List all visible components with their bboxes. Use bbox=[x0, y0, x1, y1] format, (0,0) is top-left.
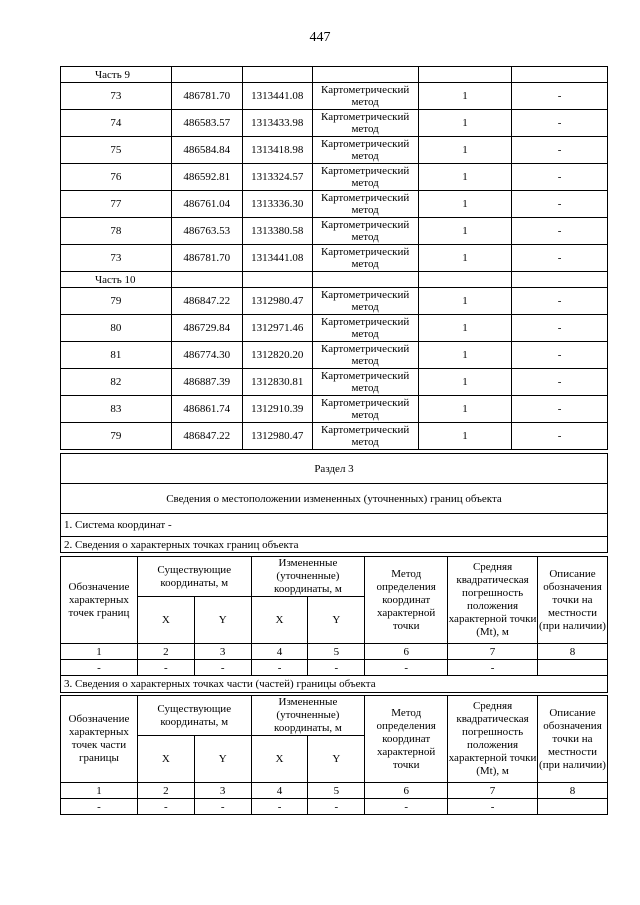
header-x: X bbox=[137, 736, 194, 783]
column-number-row-cell: 6 bbox=[365, 783, 448, 799]
method: Картометрический метод bbox=[312, 315, 418, 342]
empty-cell bbox=[418, 272, 512, 288]
empty-cell bbox=[512, 67, 608, 83]
point-number: 77 bbox=[61, 191, 172, 218]
part-label: Часть 10 bbox=[61, 272, 172, 288]
accuracy: 1 bbox=[418, 191, 512, 218]
header-x: X bbox=[137, 597, 194, 644]
empty-data-row-cell: - bbox=[194, 660, 251, 676]
coord-y: 1312980.47 bbox=[242, 423, 312, 450]
coord-x: 486781.70 bbox=[171, 83, 242, 110]
empty-data-row-cell: - bbox=[251, 660, 308, 676]
header-y: Y bbox=[308, 736, 365, 783]
coord-x: 486861.74 bbox=[171, 396, 242, 423]
method: Картометрический метод bbox=[312, 288, 418, 315]
table-row bbox=[61, 110, 608, 137]
column-number-row-cell: 5 bbox=[308, 783, 365, 799]
empty-data-row-cell: - bbox=[308, 660, 365, 676]
accuracy: 1 bbox=[418, 342, 512, 369]
description: - bbox=[512, 191, 608, 218]
column-number-row bbox=[61, 644, 608, 660]
header-point: Обозначение характерных точек границ bbox=[61, 557, 138, 644]
empty-data-row-cell: - bbox=[61, 660, 138, 676]
empty-data-row bbox=[61, 660, 608, 676]
empty-data-row-cell: - bbox=[365, 660, 448, 676]
coord-x: 486847.22 bbox=[171, 288, 242, 315]
coord-y: 1313433.98 bbox=[242, 110, 312, 137]
coord-x: 486761.04 bbox=[171, 191, 242, 218]
column-number-row-cell: 7 bbox=[448, 783, 538, 799]
coord-y: 1312980.47 bbox=[242, 288, 312, 315]
coord-y: 1313336.30 bbox=[242, 191, 312, 218]
table-row bbox=[61, 191, 608, 218]
empty-cell bbox=[242, 272, 312, 288]
coord-y: 1312971.46 bbox=[242, 315, 312, 342]
part-label: Часть 9 bbox=[61, 67, 172, 83]
method: Картометрический метод bbox=[312, 137, 418, 164]
header-y: Y bbox=[194, 736, 251, 783]
empty-cell bbox=[312, 67, 418, 83]
coord-x: 486729.84 bbox=[171, 315, 242, 342]
section3-header bbox=[60, 453, 608, 553]
coord-y: 1313441.08 bbox=[242, 83, 312, 110]
table-row bbox=[61, 164, 608, 191]
empty-data-row-cell: - bbox=[194, 799, 251, 815]
description: - bbox=[512, 164, 608, 191]
empty-data-row-cell: - bbox=[61, 799, 138, 815]
coord-system: 1. Система координат - bbox=[61, 514, 608, 537]
accuracy: 1 bbox=[418, 245, 512, 272]
point-number: 78 bbox=[61, 218, 172, 245]
point-number: 82 bbox=[61, 369, 172, 396]
column-number-row-cell: 5 bbox=[308, 644, 365, 660]
point-number: 79 bbox=[61, 288, 172, 315]
column-number-row-cell: 2 bbox=[137, 644, 194, 660]
description: - bbox=[512, 369, 608, 396]
point-number: 79 bbox=[61, 423, 172, 450]
method: Картометрический метод bbox=[312, 218, 418, 245]
header-method: Метод определения координат характерной точки bbox=[365, 696, 448, 783]
description: - bbox=[512, 396, 608, 423]
coord-y: 1313418.98 bbox=[242, 137, 312, 164]
header-error: Средняя квадратическая погрешность положения характерной точки (Mt), м bbox=[448, 557, 538, 644]
column-number-row-cell: 8 bbox=[538, 783, 608, 799]
empty-cell bbox=[512, 272, 608, 288]
point-number: 75 bbox=[61, 137, 172, 164]
part-header-row bbox=[61, 67, 608, 83]
section-title: Раздел 3 bbox=[61, 454, 608, 484]
column-number-row-cell: 3 bbox=[194, 644, 251, 660]
header-existing: Существующие координаты, м bbox=[137, 696, 251, 736]
table-row bbox=[61, 396, 608, 423]
method: Картометрический метод bbox=[312, 423, 418, 450]
method: Картометрический метод bbox=[312, 164, 418, 191]
accuracy: 1 bbox=[418, 164, 512, 191]
header-error: Средняя квадратическая погрешность положения характерной точки (Mt), м bbox=[448, 696, 538, 783]
accuracy: 1 bbox=[418, 315, 512, 342]
coord-y: 1313441.08 bbox=[242, 245, 312, 272]
coord-x: 486584.84 bbox=[171, 137, 242, 164]
description: - bbox=[512, 137, 608, 164]
header-y: Y bbox=[194, 597, 251, 644]
empty-data-row bbox=[61, 799, 608, 815]
method: Картометрический метод bbox=[312, 369, 418, 396]
header-method: Метод определения координат характерной точки bbox=[365, 557, 448, 644]
empty-data-row-cell bbox=[538, 660, 608, 676]
table-row bbox=[61, 83, 608, 110]
header-desc: Описание обозначения точки на местности (при наличии) bbox=[538, 557, 608, 644]
coord-y: 1312830.81 bbox=[242, 369, 312, 396]
empty-cell bbox=[171, 67, 242, 83]
coord-x: 486887.39 bbox=[171, 369, 242, 396]
column-number-row-cell: 8 bbox=[538, 644, 608, 660]
accuracy: 1 bbox=[418, 137, 512, 164]
method: Картометрический метод bbox=[312, 342, 418, 369]
coord-x: 486781.70 bbox=[171, 245, 242, 272]
part-points-table bbox=[60, 695, 608, 815]
accuracy: 1 bbox=[418, 110, 512, 137]
empty-data-row-cell: - bbox=[137, 799, 194, 815]
point-number: 81 bbox=[61, 342, 172, 369]
method: Картометрический метод bbox=[312, 396, 418, 423]
empty-cell bbox=[242, 67, 312, 83]
empty-cell bbox=[171, 272, 242, 288]
description: - bbox=[512, 342, 608, 369]
coord-y: 1313324.57 bbox=[242, 164, 312, 191]
point-number: 83 bbox=[61, 396, 172, 423]
column-number-row-cell: 3 bbox=[194, 783, 251, 799]
table-row bbox=[61, 288, 608, 315]
section-subtitle: Сведения о местоположении измененных (уточненных) границ объекта bbox=[61, 484, 608, 514]
description: - bbox=[512, 218, 608, 245]
column-number-row-cell: 1 bbox=[61, 644, 138, 660]
page-number: 447 bbox=[309, 30, 331, 45]
column-number-row-cell: 7 bbox=[448, 644, 538, 660]
method: Картометрический метод bbox=[312, 110, 418, 137]
point-number: 74 bbox=[61, 110, 172, 137]
point-number: 73 bbox=[61, 83, 172, 110]
header-point: Обозначение характерных точек части границы bbox=[61, 696, 138, 783]
column-number-row-cell: 2 bbox=[137, 783, 194, 799]
coord-x: 486763.53 bbox=[171, 218, 242, 245]
header-x: X bbox=[251, 597, 308, 644]
empty-data-row-cell: - bbox=[448, 660, 538, 676]
description: - bbox=[512, 288, 608, 315]
coord-x: 486592.81 bbox=[171, 164, 242, 191]
description: - bbox=[512, 315, 608, 342]
description: - bbox=[512, 245, 608, 272]
table-row bbox=[61, 369, 608, 396]
boundary-points-table bbox=[60, 556, 608, 693]
empty-cell bbox=[418, 67, 512, 83]
empty-cell bbox=[312, 272, 418, 288]
header-existing: Существующие координаты, м bbox=[137, 557, 251, 597]
empty-data-row-cell: - bbox=[251, 799, 308, 815]
header-y: Y bbox=[308, 597, 365, 644]
table-row bbox=[61, 315, 608, 342]
table-row bbox=[61, 137, 608, 164]
header-changed: Измененные (уточненные) координаты, м bbox=[251, 696, 365, 736]
column-number-row-cell: 6 bbox=[365, 644, 448, 660]
points-title: 2. Сведения о характерных точках границ объекта bbox=[61, 537, 608, 553]
point-number: 73 bbox=[61, 245, 172, 272]
column-number-row bbox=[61, 783, 608, 799]
coordinates-table bbox=[60, 66, 608, 450]
column-number-row-cell: 4 bbox=[251, 644, 308, 660]
description: - bbox=[512, 423, 608, 450]
accuracy: 1 bbox=[418, 218, 512, 245]
coord-x: 486774.30 bbox=[171, 342, 242, 369]
accuracy: 1 bbox=[418, 369, 512, 396]
accuracy: 1 bbox=[418, 396, 512, 423]
accuracy: 1 bbox=[418, 83, 512, 110]
coord-y: 1312820.20 bbox=[242, 342, 312, 369]
part-header-row bbox=[61, 272, 608, 288]
description: - bbox=[512, 83, 608, 110]
empty-data-row-cell: - bbox=[365, 799, 448, 815]
description: - bbox=[512, 110, 608, 137]
empty-data-row-cell: - bbox=[308, 799, 365, 815]
table-row bbox=[61, 245, 608, 272]
method: Картометрический метод bbox=[312, 83, 418, 110]
parts-title: 3. Сведения о характерных точках части (частей) границы объекта bbox=[61, 676, 608, 693]
point-number: 80 bbox=[61, 315, 172, 342]
method: Картометрический метод bbox=[312, 191, 418, 218]
empty-data-row-cell: - bbox=[137, 660, 194, 676]
table-row bbox=[61, 218, 608, 245]
empty-data-row-cell: - bbox=[448, 799, 538, 815]
column-number-row-cell: 1 bbox=[61, 783, 138, 799]
empty-data-row-cell bbox=[538, 799, 608, 815]
header-changed: Измененные (уточненные) координаты, м bbox=[251, 557, 365, 597]
header-x: X bbox=[251, 736, 308, 783]
header-desc: Описание обозначения точки на местности (при наличии) bbox=[538, 696, 608, 783]
coord-y: 1313380.58 bbox=[242, 218, 312, 245]
point-number: 76 bbox=[61, 164, 172, 191]
coord-x: 486847.22 bbox=[171, 423, 242, 450]
coord-x: 486583.57 bbox=[171, 110, 242, 137]
method: Картометрический метод bbox=[312, 245, 418, 272]
column-number-row-cell: 4 bbox=[251, 783, 308, 799]
table-row bbox=[61, 342, 608, 369]
accuracy: 1 bbox=[418, 423, 512, 450]
accuracy: 1 bbox=[418, 288, 512, 315]
table-row bbox=[61, 423, 608, 450]
coord-y: 1312910.39 bbox=[242, 396, 312, 423]
